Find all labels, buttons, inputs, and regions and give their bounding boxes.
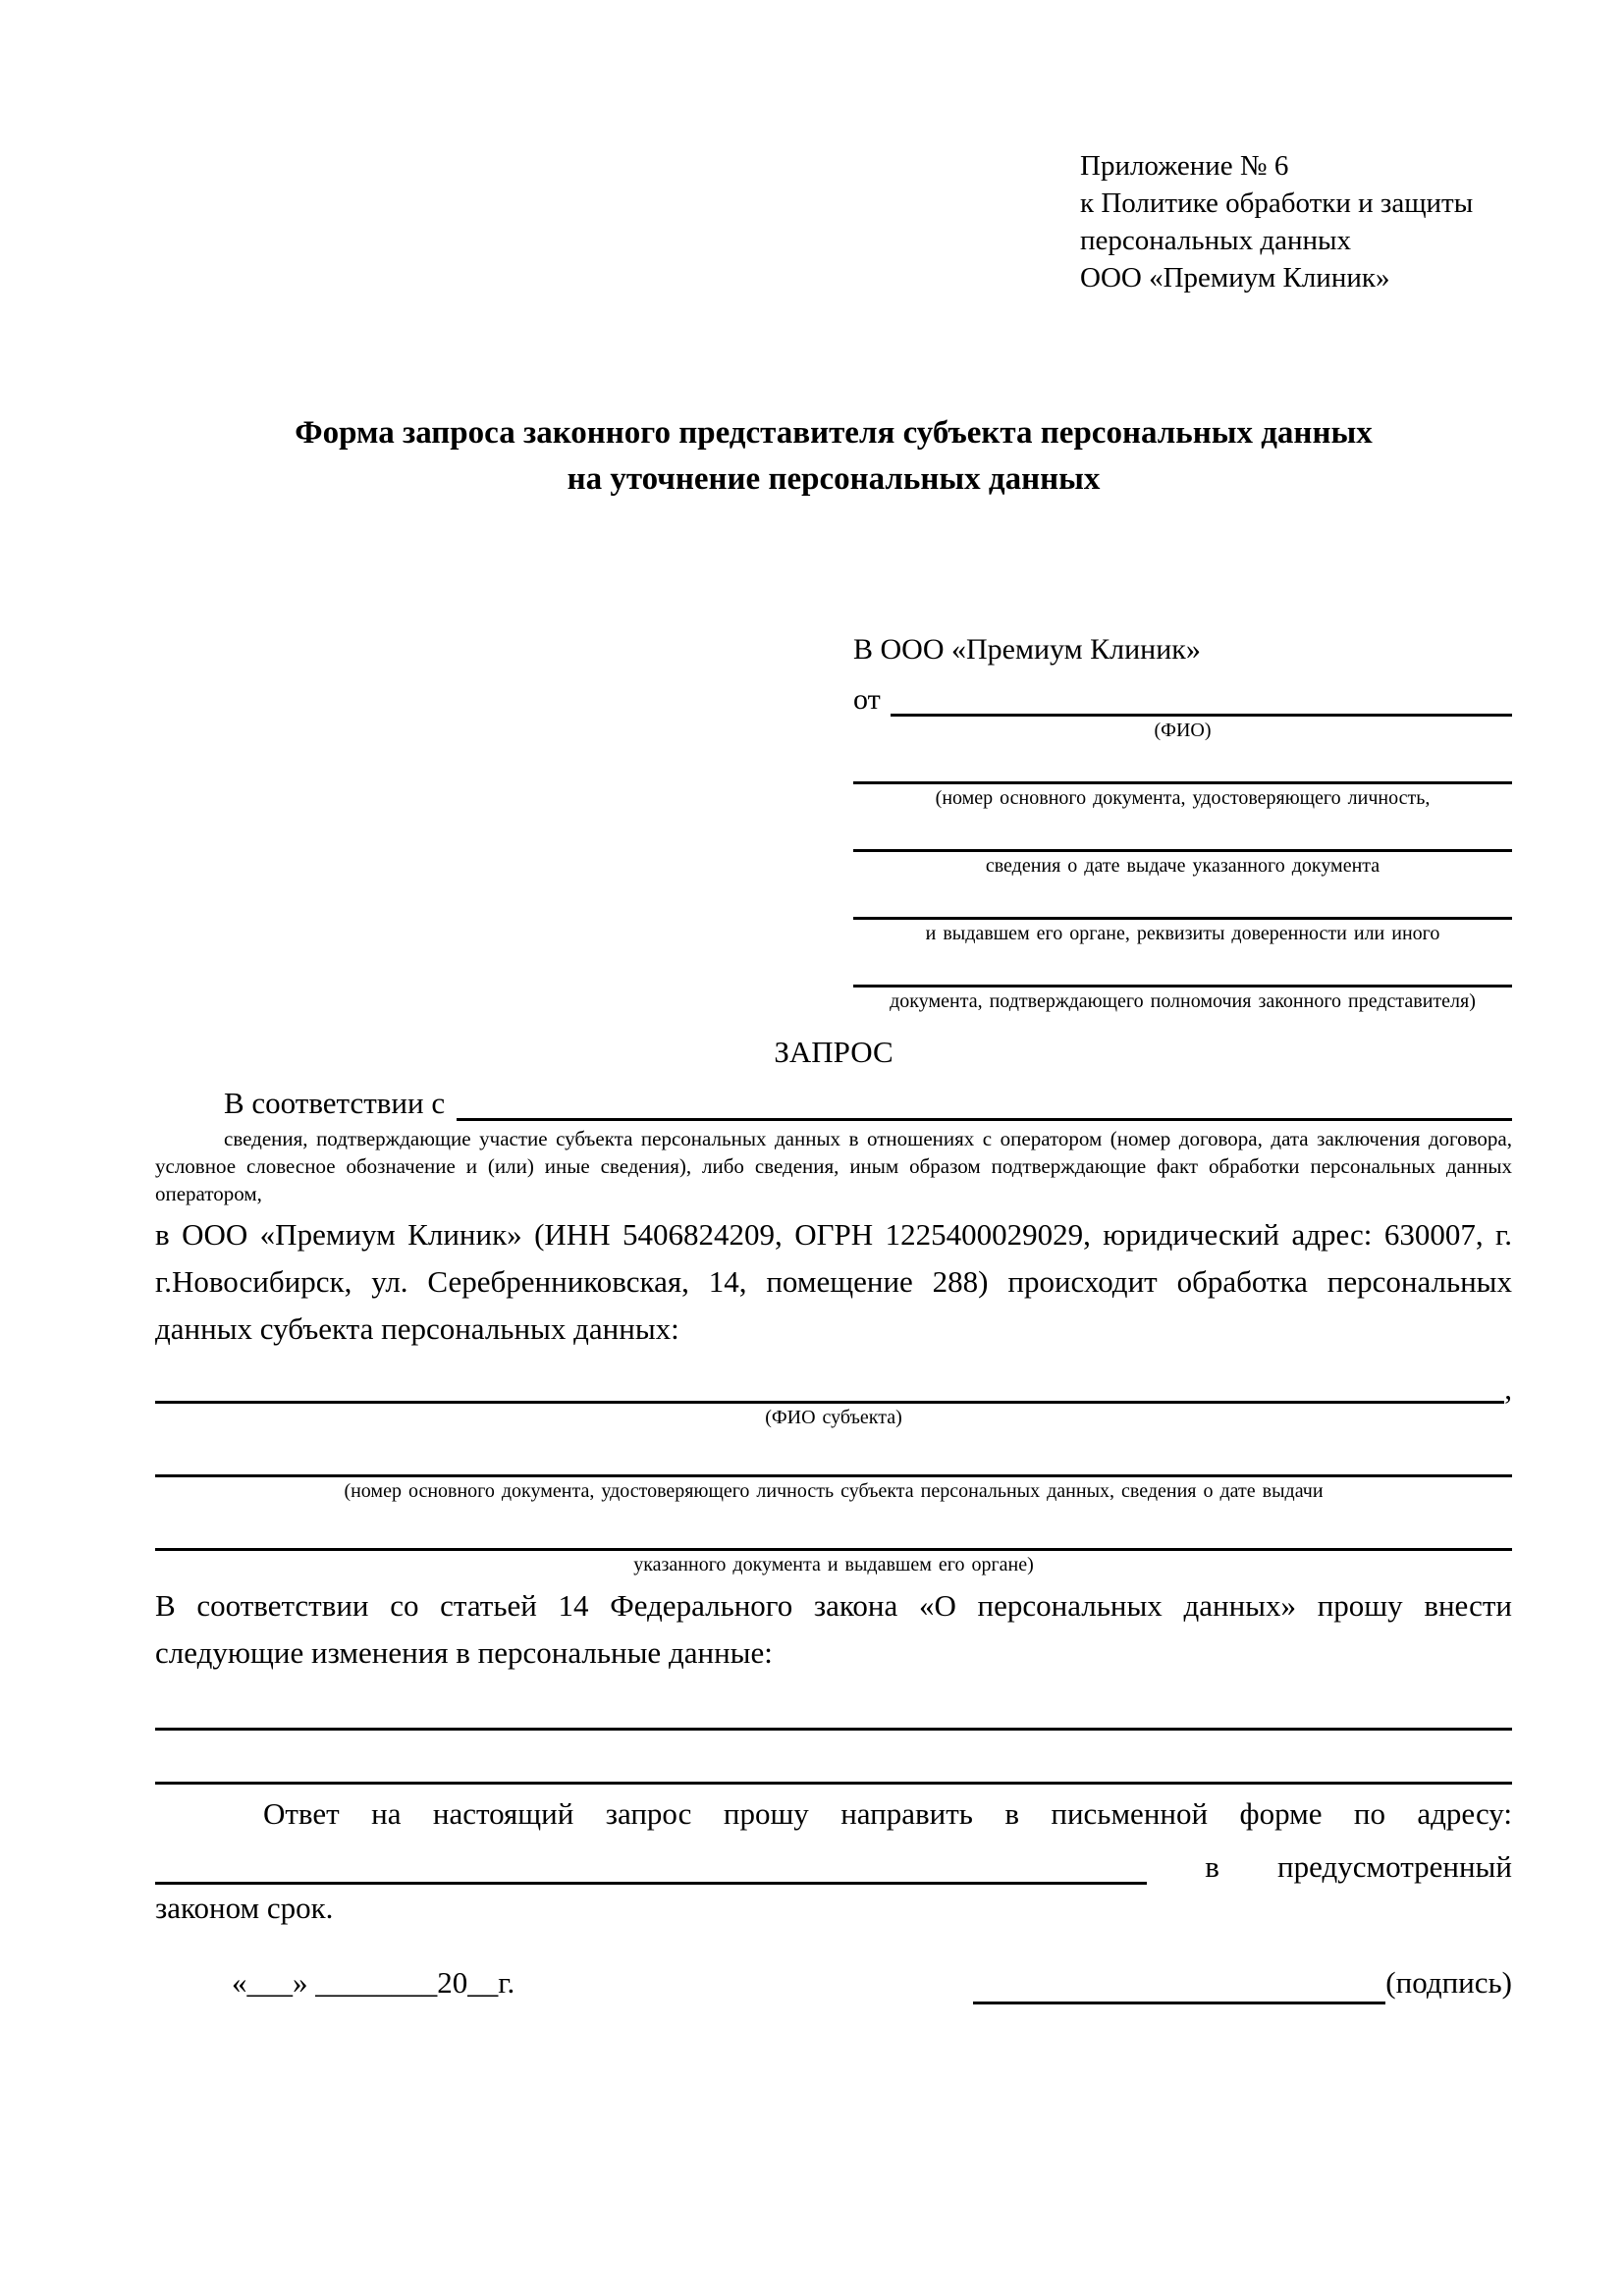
subject-fio-line [155, 1353, 1512, 1404]
basis-prefix: В соответствии с [224, 1086, 446, 1120]
representative-doc-blank-line [853, 947, 1512, 988]
request-heading: ЗАПРОС [774, 1035, 893, 1069]
amendment-blank-line [155, 1677, 1512, 1731]
reply-paragraph-line3: законом срок. [155, 1891, 334, 1925]
representative-doc-blank-line [853, 744, 1512, 784]
subject-doc-caption: (номер основного документа, удостоверяющего личность субъекта персональных данных, сведения о дате выдачи [344, 1480, 1324, 1502]
appendix-note-line: ООО «Премиум Клиник» [1080, 262, 1390, 294]
appendix-note [1080, 147, 1512, 296]
from-prefix: от [853, 683, 881, 716]
appendix-note-line: к Политике обработки и защиты [1080, 187, 1474, 219]
reply-word: в [1205, 1849, 1219, 1884]
representative-doc-caption: документа, подтверждающего полномочия законного представителя) [890, 990, 1476, 1012]
representative-doc-blank-line [853, 880, 1512, 920]
appendix-note-line: Приложение № 6 [1080, 150, 1289, 182]
addressee-block [853, 628, 1512, 1015]
subject-doc-blank-line [155, 1431, 1512, 1477]
basis-blank-line [457, 1118, 1512, 1121]
document-title-line2: на уточнение персональных данных [567, 461, 1101, 497]
date-blank: «___» ________20__г. [232, 1965, 515, 2000]
basis-caption: сведения, подтверждающие участие субъекта персональных данных в отношениях с оператором (номер договора, дата заключения договора, условное словесное обозначение и (или) иные сведения), либо сведения, иным образом подтверждающие факт обработки персональных данных оператором, [155, 1127, 1512, 1205]
representative-doc-caption: сведения о дате выдаче указанного документа [985, 855, 1380, 877]
signoff-row [155, 1961, 1512, 2004]
representative-doc-caption: и выдавшем его органе, реквизиты доверенности или иного [925, 923, 1440, 944]
reply-address-blank-line [155, 1842, 1147, 1885]
basis-line [155, 1074, 1512, 1121]
subject-doc-caption: указанного документа и выдавшем его органе) [633, 1554, 1034, 1575]
reply-paragraph-line1: Ответ на настоящий запрос прошу направить в письменной форме по адресу: [263, 1796, 1512, 1831]
reply-word: предусмотренный [1277, 1849, 1512, 1884]
trailing-comma: , [1504, 1371, 1512, 1406]
signature-caption: (подпись) [1385, 1965, 1512, 2000]
amendment-paragraph: В соответствии со статьей 14 Федерального закона «О персональных данных» прошу внести следующие изменения в персональные данные: [155, 1588, 1512, 1670]
representative-doc-blank-line [853, 812, 1512, 852]
document-title [155, 410, 1512, 503]
addressee-organization: В ООО «Премиум Клиник» [853, 633, 1201, 666]
appendix-note-line: персональных данных [1080, 225, 1352, 256]
signature-blank-line [973, 1962, 1385, 2004]
subject-doc-blank-line [155, 1505, 1512, 1551]
reply-paragraph-line2 [155, 1838, 1512, 1885]
fio-caption: (ФИО) [1154, 720, 1212, 741]
from-line [853, 671, 1512, 717]
amendment-blank-line [155, 1731, 1512, 1785]
operator-paragraph: в ООО «Премиум Клиник» (ИНН 5406824209, ОГРН 1225400029029, юридический адрес: 630007, г. г.Новосибирск, ул. Серебренниковская, 14, помещение 288) происходит обработка персональных данных субъекта персональных данных: [155, 1217, 1512, 1346]
subject-fio-caption: (ФИО субъекта) [765, 1407, 902, 1428]
representative-doc-caption: (номер основного документа, удостоверяющего личность, [935, 787, 1431, 809]
document-title-line1: Форма запроса законного представителя субъекта персональных данных [295, 415, 1373, 451]
